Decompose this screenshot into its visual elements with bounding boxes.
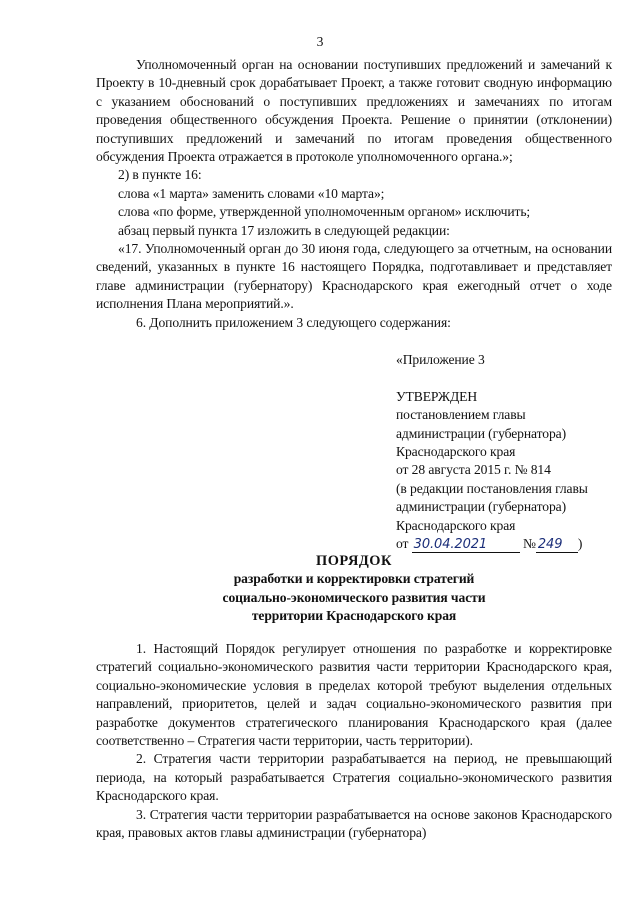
paragraph: 2. Стратегия части территории разрабатывается на период, не превышающий периода, на который разрабатывается Стратегия социально-экономического развития Краснодарского края. — [96, 751, 612, 804]
paragraph: «17. Уполномоченный орган до 30 июня года, следующего за отчетным, на основании сведений, указанных в пункте 16 настоящего Порядка, подготавливает и представляет главе администрации (губернатору) Краснодарского края ежегодный отчет о ходе исполнения Плана мероприятий.». — [96, 241, 612, 312]
title-heading: ПОРЯДОК — [316, 553, 392, 569]
top-section — [96, 56, 612, 332]
appendix-line: администрации (губернатора) — [396, 499, 567, 515]
from-label: от — [396, 536, 409, 552]
document-title — [96, 552, 612, 626]
paragraph: 2) в пункте 16: — [118, 167, 202, 183]
appendix-line: Краснодарского края — [396, 444, 516, 460]
title-line: территории Краснодарского края — [251, 608, 457, 624]
appendix-line: администрации (губернатора) — [396, 425, 567, 441]
paragraph: Уполномоченный орган на основании поступивших предложений и замечаний к Проекту в 10-дневный срок дорабатывает Проект, а также готовит сводную информацию с указанием обоснований о поступивших предложениях и замечаниях по итогам проведения общественного обсуждения Проекта. Решение о принятии (отклонении) поступивших предложений и замечаний по итогам проведения общественного обсуждения Проекта отражается в протоколе уполномоченного органа.»; — [96, 57, 612, 165]
paragraph: 3. Стратегия части территории разрабатывается на основе законов Краснодарского края, правовых актов главы администрации (губернатора) — [96, 806, 612, 841]
signature-line: от 30.04.2021 № 249 ) — [396, 536, 583, 553]
appendix-block — [396, 351, 626, 553]
handwritten-date: 30.04.2021 — [412, 538, 520, 553]
paragraph: слова «1 марта» заменить словами «10 марта»; — [118, 185, 385, 201]
page-number: 3 — [316, 34, 324, 49]
handwritten-number: 249 — [536, 538, 578, 553]
title-line: разработки и корректировки стратегий — [233, 571, 475, 587]
paragraph: абзац первый пункта 17 изложить в следующей редакции: — [118, 222, 450, 238]
paragraph: слова «по форме, утвержденной уполномоченным органом» исключить; — [118, 204, 531, 220]
appendix-line: постановлением главы — [396, 407, 526, 423]
paragraph: 1. Настоящий Порядок регулирует отношения по разработке и корректировке стратегий социально-экономического развития части территории Краснодарского края, социально-экономические условия в пределах которой требуют выделения отдельных направлений, приоритетов, целей и задач социально-экономического развития при разработке документов стратегического планирования Краснодарского края (далее соответственно – Стратегия части территории, часть территории). — [96, 641, 612, 749]
appendix-line: от 28 августа 2015 г. № 814 — [396, 462, 551, 478]
appendix-line: (в редакции постановления главы — [396, 480, 588, 496]
approved-label: УТВЕРЖДЕН — [396, 388, 478, 404]
appendix-label: «Приложение 3 — [396, 352, 485, 367]
appendix-line: Краснодарского края — [396, 517, 516, 533]
body-section — [96, 640, 612, 842]
title-line: социально-экономического развития части — [222, 589, 486, 605]
number-label: № — [522, 536, 536, 552]
paragraph: 6. Дополнить приложением 3 следующего содержания: — [136, 314, 451, 330]
